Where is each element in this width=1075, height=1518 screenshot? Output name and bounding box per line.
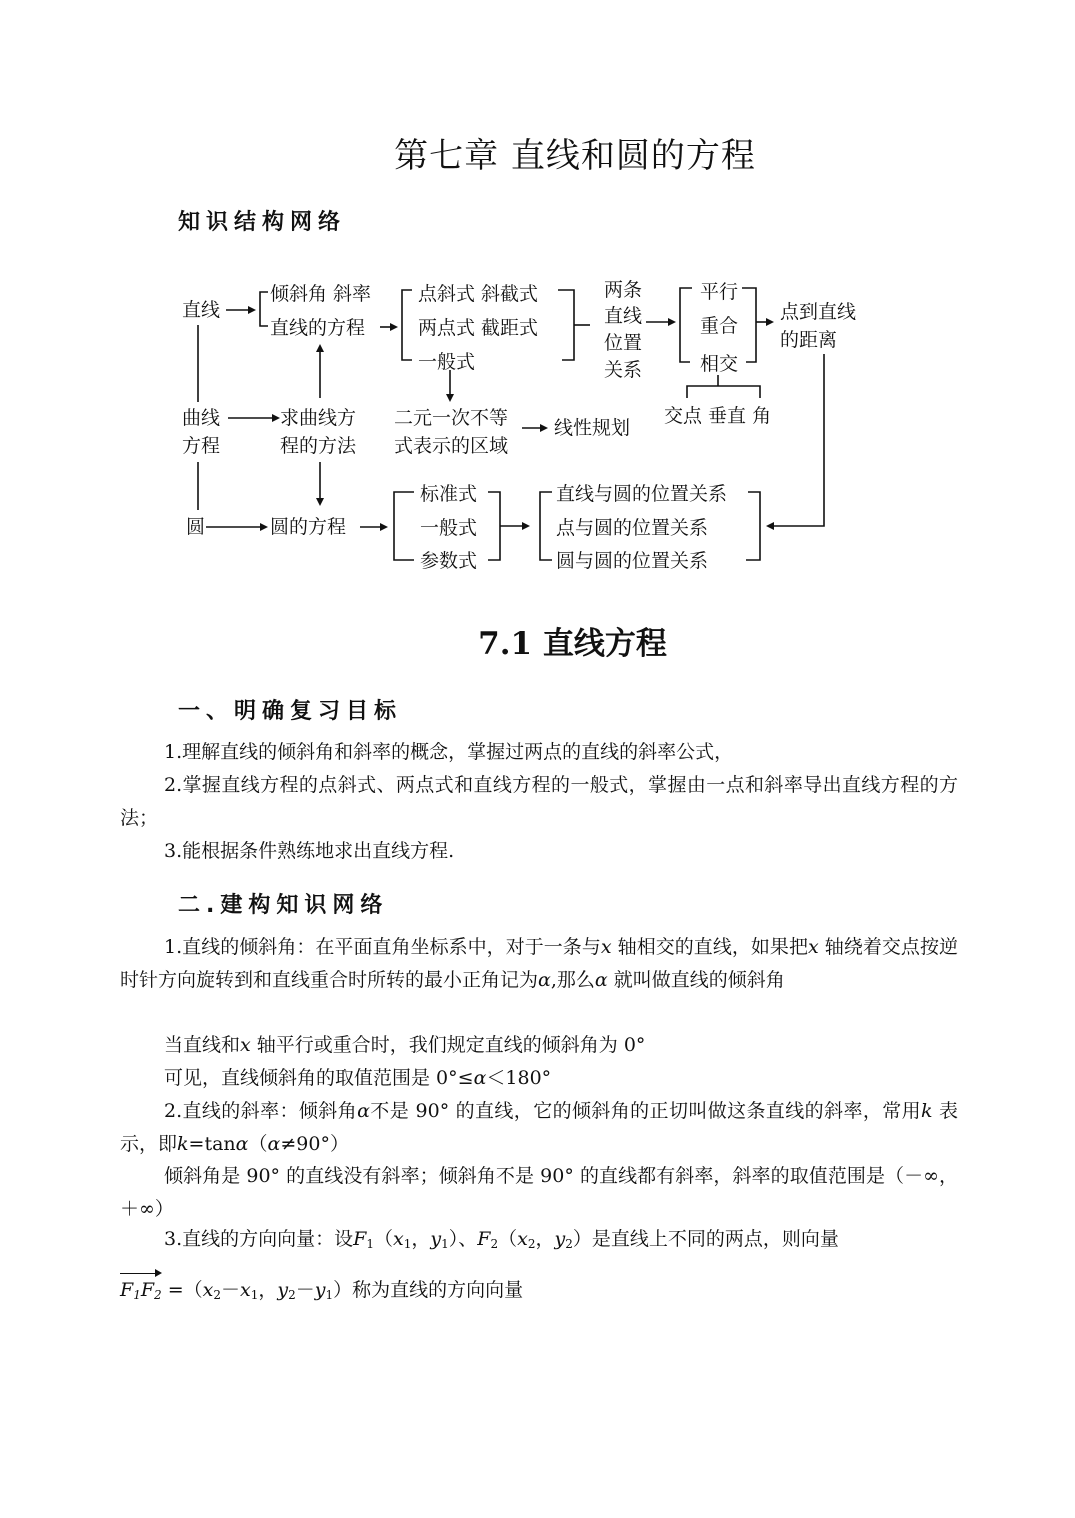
node-point-circle: 点与圆的位置关系 [556,517,709,539]
arrowhead [766,522,774,530]
network-heading: 二.建构知识网络 [178,893,389,918]
bracket [540,492,552,560]
node-linear-inequality-0: 二元一次不等 [394,407,509,429]
node-two-lines-3: 关系 [604,359,643,381]
paragraph-angle-range: 可见，直线倾斜角的取值范围是 0°≤α＜180° [164,1067,552,1089]
node-two-lines-1: 直线 [604,305,643,327]
arrowhead [260,523,268,531]
node-linear-programming: 线性规划 [554,417,631,439]
node-general: 一般式 [418,351,476,373]
node-curve-equation-0: 曲线 [182,407,221,429]
chapter-title: 第七章 直线和圆的方程 [394,136,756,176]
paragraph-slope-definition: 2.直线的斜率：倾斜角α不是 90° 的直线，它的倾斜角的正切叫做这条直线的斜率，常用k 表示，即k=tanα（α≠90°） [120,1100,958,1155]
node-point-to-line-1: 的距离 [780,329,838,351]
bracket [558,290,574,360]
node-two-lines-2: 位置 [604,332,643,354]
node-point-to-line-0: 点到直线 [780,301,857,323]
arrowhead [668,318,676,326]
bracket [680,288,692,362]
node-intersection-items: 交点 垂直 角 [664,405,772,427]
knowledge-diagram [170,270,890,580]
node-linear-inequality-1: 式表示的区域 [394,435,509,457]
arrowhead [522,522,530,530]
bracket [260,292,268,326]
paragraph-slope-range: 倾斜角是 90° 的直线没有斜率；倾斜角不是 90° 的直线都有斜率，斜率的取值范围是（－∞，＋∞） [120,1165,958,1220]
node-line: 直线 [182,299,221,321]
bracket [394,492,414,560]
node-standard-form: 标准式 [420,483,478,505]
paragraph-direction-vector: 3.直线的方向向量：设$F_1(x_1$，$y_1$）、$F_2(x_2$，$y_2$）是直线上不同的两点，则向量 [164,1228,839,1251]
arrowhead [248,306,256,314]
arrowhead [390,323,398,331]
bracket [746,492,760,560]
node-circle: 圆 [186,516,206,538]
section-title: 7.1 直线方程 [478,626,667,662]
bracket [742,288,756,362]
knowledge-heading: 知识结构网络 [178,210,347,235]
paragraph-zero-angle: 当直线和x 轴平行或重合时，我们规定直线的倾斜角为 0° [164,1034,646,1056]
node-intersect: 相交 [700,353,739,375]
vector-f1f2: $F_1F_2$ [120,1274,162,1312]
goal-item-3: 3.能根据条件熟练地求出直线方程. [164,840,455,862]
node-line-equation: 直线的方程 [270,317,366,339]
node-parametric-form: 参数式 [420,550,478,572]
arrowhead [272,414,280,422]
arrowhead [316,498,324,506]
node-circle-circle: 圆与圆的位置关系 [556,550,709,572]
goal-item-1: 1.理解直线的倾斜角和斜率的概念，掌握过两点的直线的斜率公式， [164,741,734,763]
bracket [402,290,412,360]
node-curve-equation-1: 方程 [182,435,221,457]
arrowhead [316,344,324,352]
node-incline-slope: 倾斜角 斜率 [270,283,372,305]
bracket [687,386,760,398]
node-circle-equation: 圆的方程 [270,516,347,538]
paragraph-incline-definition: 1.直线的倾斜角：在平面直角坐标系中，对于一条与x 轴相交的直线，如果把x 轴绕着交点按逆时针方向旋转到和直线重合时所转的最小正角记为α,那么α 就叫做直线的倾斜角 [120,936,958,991]
goals-heading: 一、明确复习目标 [178,699,403,724]
node-curve-methods-0: 求曲线方 [280,407,357,429]
node-two-point: 两点式 截距式 [418,317,539,339]
arrowhead [446,394,454,402]
arrowhead [380,523,388,531]
connector [772,354,824,526]
node-parallel: 平行 [700,281,739,303]
paragraph-vector-formula: $F_1F_2 =(x_2-x_1$，$y_2-y_1$）称为直线的方向向量 [120,1274,958,1312]
node-point-slope: 点斜式 斜截式 [418,283,539,305]
arrowhead [766,318,774,326]
bracket [488,492,500,560]
node-line-circle: 直线与圆的位置关系 [556,483,728,505]
node-general-form: 一般式 [420,517,478,539]
node-curve-methods-1: 程的方法 [280,435,357,457]
node-coincide: 重合 [700,315,739,337]
node-two-lines-0: 两条 [604,279,643,301]
goal-item-2: 2.掌握直线方程的点斜式、两点式和直线方程的一般式，掌握由一点和斜率导出直线方程的方法； [120,774,958,829]
arrowhead [540,424,548,432]
